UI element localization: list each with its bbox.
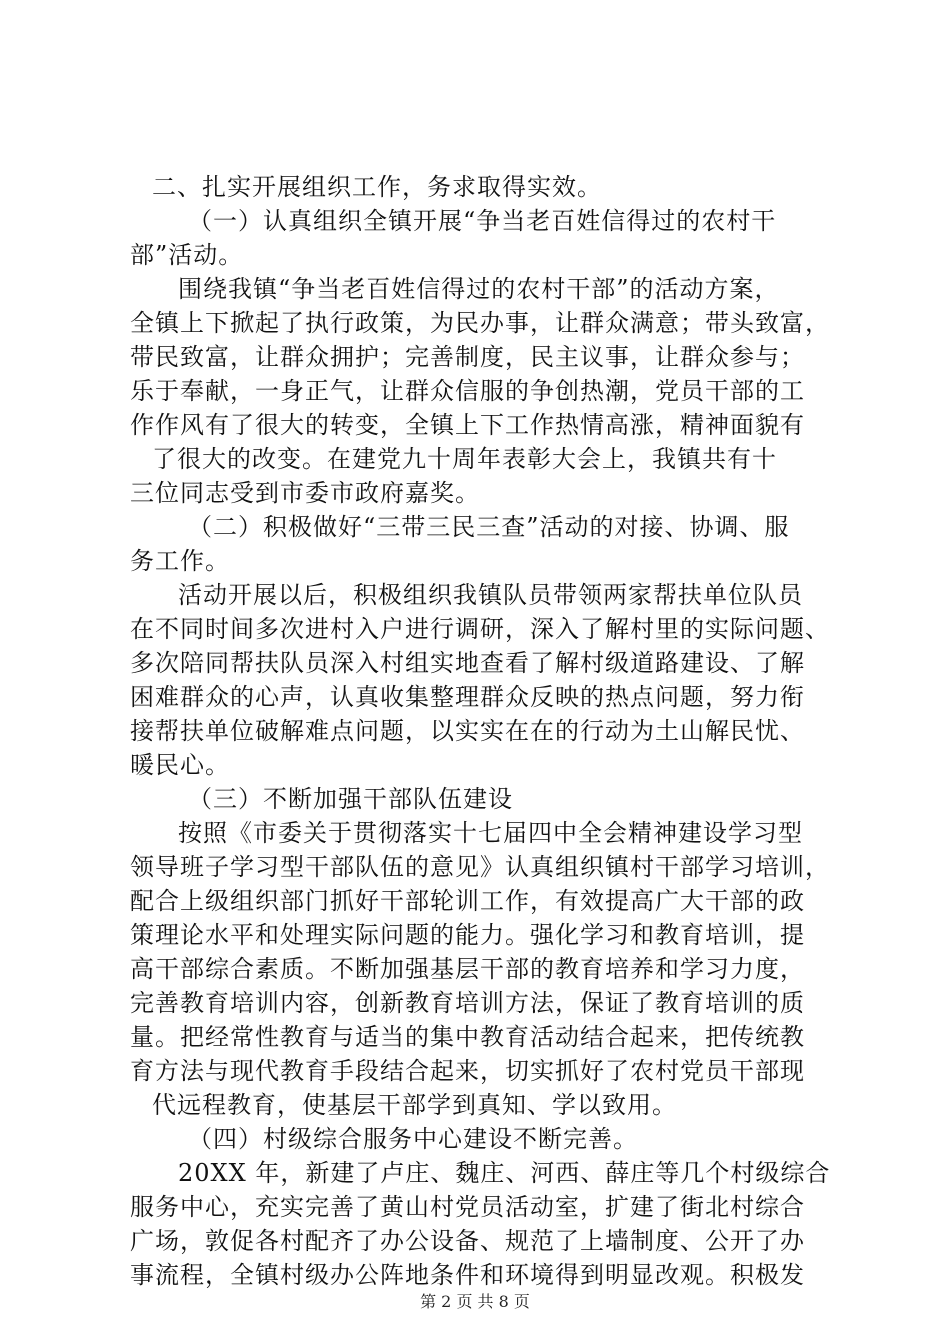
- text-line: 二、扎实开展组织工作，务求取得实效。: [152, 173, 602, 201]
- text-line: （三）不断加强干部队伍建设: [188, 785, 513, 813]
- text-line: 了很大的改变。在建党九十周年表彰大会上，我镇共有十: [152, 445, 777, 473]
- text-line: 配合上级组织部门抓好干部轮训工作，有效提高广大干部的政: [130, 887, 805, 915]
- text-line: 20XX 年，新建了卢庄、魏庄、河西、薛庄等几个村级综合: [178, 1159, 831, 1187]
- text-line: 服务中心，充实完善了黄山村党员活动室，扩建了街北村综合: [130, 1193, 805, 1221]
- text-line: 部”活动。: [130, 241, 244, 269]
- text-line: 作作风有了很大的转变，全镇上下工作热情高涨，精神面貌有: [130, 411, 805, 439]
- text-line: 困难群众的心声，认真收集整理群众反映的热点问题，努力衔: [130, 683, 805, 711]
- text-line: 三位同志受到市委市政府嘉奖。: [130, 479, 480, 507]
- text-line: 领导班子学习型干部队伍的意见》认真组织镇村干部学习培训，: [130, 853, 830, 881]
- text-line: 乐于奉献，一身正气，让群众信服的争创热潮，党员干部的工: [130, 377, 805, 405]
- text-line: 按照《市委关于贯彻落实十七届四中全会精神建设学习型: [178, 819, 803, 847]
- text-line: （二）积极做好“三带三民三查”活动的对接、协调、服: [188, 513, 790, 541]
- text-line: 活动开展以后，积极组织我镇队员带领两家帮扶单位队员: [178, 581, 803, 609]
- page-footer: 第 2 页 共 8 页: [420, 1292, 530, 1311]
- text-line: 量。把经常性教育与适当的集中教育活动结合起来，把传统教: [130, 1023, 805, 1051]
- text-line: 策理论水平和处理实际问题的能力。强化学习和教育培训，提: [130, 921, 805, 949]
- text-line: 带民致富，让群众拥护；完善制度，民主议事，让群众参与；: [130, 343, 805, 371]
- text-line: 在不同时间多次进村入户进行调研，深入了解村里的实际问题、: [130, 615, 830, 643]
- text-line: 广场，敦促各村配齐了办公设备、规范了上墙制度、公开了办: [130, 1227, 805, 1255]
- document-body: [130, 170, 840, 1292]
- text-line: 务工作。: [130, 547, 230, 575]
- text-line: （一）认真组织全镇开展“争当老百姓信得过的农村干: [188, 207, 777, 235]
- text-line: 事流程，全镇村级办公阵地条件和环境得到明显改观。积极发: [130, 1261, 805, 1289]
- text-line: 完善教育培训内容，创新教育培训方法，保证了教育培训的质: [130, 989, 805, 1017]
- text-line: （四）村级综合服务中心建设不断完善。: [188, 1125, 638, 1153]
- text-line: 暖民心。: [130, 751, 230, 779]
- text-line: 代远程教育，使基层干部学到真知、学以致用。: [152, 1091, 677, 1119]
- text-line: 育方法与现代教育手段结合起来，切实抓好了农村党员干部现: [130, 1057, 805, 1085]
- text-line: 围绕我镇“争当老百姓信得过的农村干部”的活动方案，: [178, 275, 780, 303]
- text-line: 接帮扶单位破解难点问题，以实实在在的行动为土山解民忧、: [130, 717, 805, 745]
- text-line: 多次陪同帮扶队员深入村组实地查看了解村级道路建设、了解: [130, 649, 805, 677]
- text-line: 全镇上下掀起了执行政策，为民办事，让群众满意；带头致富，: [130, 309, 830, 337]
- text-line: 高干部综合素质。不断加强基层干部的教育培养和学习力度，: [130, 955, 805, 983]
